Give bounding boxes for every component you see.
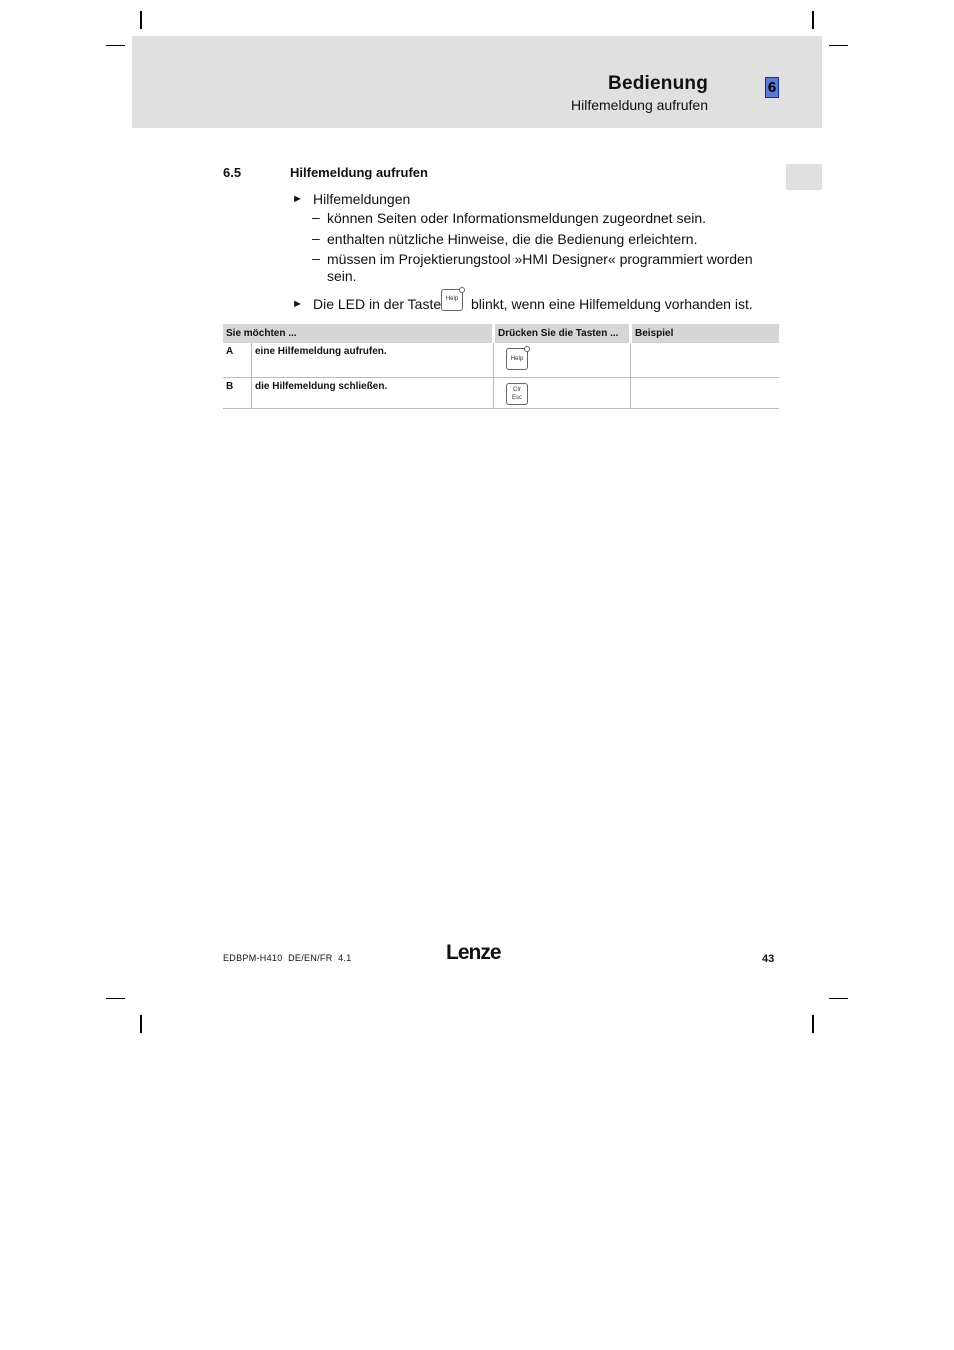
sub-item: können Seiten oder Informationsmeldungen zugeordnet sein. bbox=[327, 210, 707, 226]
column-header-action: Sie möchten ... bbox=[223, 324, 494, 343]
key-label-second: Esc bbox=[511, 394, 522, 401]
section-title: Hilfemeldung aufrufen bbox=[290, 165, 428, 180]
chapter-subtitle: Hilfemeldung aufrufen bbox=[571, 97, 708, 113]
chapter-number-badge: 6 bbox=[765, 77, 779, 98]
chapter-side-tab bbox=[786, 164, 822, 190]
crop-mark-top-right-h bbox=[829, 45, 848, 46]
crop-mark-bottom-left-v bbox=[140, 1015, 142, 1033]
dash-icon: – bbox=[312, 209, 320, 225]
row-example bbox=[631, 377, 780, 408]
row-key-cell bbox=[494, 343, 631, 377]
header-band bbox=[132, 36, 822, 128]
key-label: Clr bbox=[513, 386, 521, 393]
row-key-cell bbox=[494, 377, 631, 408]
section-number: 6.5 bbox=[223, 165, 242, 180]
row-id: B bbox=[223, 377, 252, 408]
bullet-arrow-icon: ► bbox=[292, 298, 303, 310]
row-description: eine Hilfemeldung aufrufen. bbox=[252, 343, 494, 377]
lenze-logo: Lenze bbox=[446, 941, 501, 964]
footer-document-id: EDBPM-H410 DE/EN/FR 4.1 bbox=[223, 953, 352, 963]
crop-mark-bottom-right-h bbox=[829, 998, 848, 999]
row-id: A bbox=[223, 343, 252, 377]
help-key-icon bbox=[506, 348, 528, 370]
led-sentence-start: Die LED in der Taste bbox=[313, 296, 442, 312]
led-icon bbox=[459, 287, 465, 293]
bullet-arrow-icon: ► bbox=[292, 193, 303, 205]
crop-mark-top-right-v bbox=[812, 11, 814, 29]
table-row bbox=[223, 343, 779, 377]
row-description: die Hilfemeldung schließen. bbox=[252, 377, 494, 408]
crop-mark-bottom-right-v bbox=[812, 1015, 814, 1033]
crop-mark-top-left-h bbox=[106, 45, 125, 46]
table-row bbox=[223, 377, 779, 408]
column-header-example: Beispiel bbox=[631, 324, 780, 343]
clr-esc-key-icon bbox=[506, 383, 528, 405]
led-sentence-end: blinkt, wenn eine Hilfemeldung vorhanden ist. bbox=[471, 296, 753, 312]
led-icon bbox=[524, 346, 530, 352]
crop-mark-top-left-v bbox=[140, 11, 142, 29]
table-header-row bbox=[223, 324, 779, 343]
dash-icon: – bbox=[312, 250, 320, 266]
sub-item-continuation: sein. bbox=[327, 268, 357, 284]
chapter-title: Bedienung bbox=[608, 73, 708, 94]
help-key-label: Help bbox=[445, 296, 459, 302]
page-number: 43 bbox=[762, 953, 775, 965]
column-header-keys: Drücken Sie die Tasten ... bbox=[494, 324, 631, 343]
key-label: Help bbox=[510, 356, 524, 362]
sub-item: enthalten nützliche Hinweise, die die Bedienung erleichtern. bbox=[327, 231, 698, 247]
sub-item: müssen im Projektierungstool »HMI Designer« programmiert worden bbox=[327, 251, 753, 267]
row-example bbox=[631, 343, 780, 377]
dash-icon: – bbox=[312, 230, 320, 246]
key-table bbox=[223, 324, 779, 409]
help-key-icon bbox=[441, 289, 463, 311]
crop-mark-bottom-left-h bbox=[106, 998, 125, 999]
bullet-label: Hilfemeldungen bbox=[313, 191, 411, 207]
